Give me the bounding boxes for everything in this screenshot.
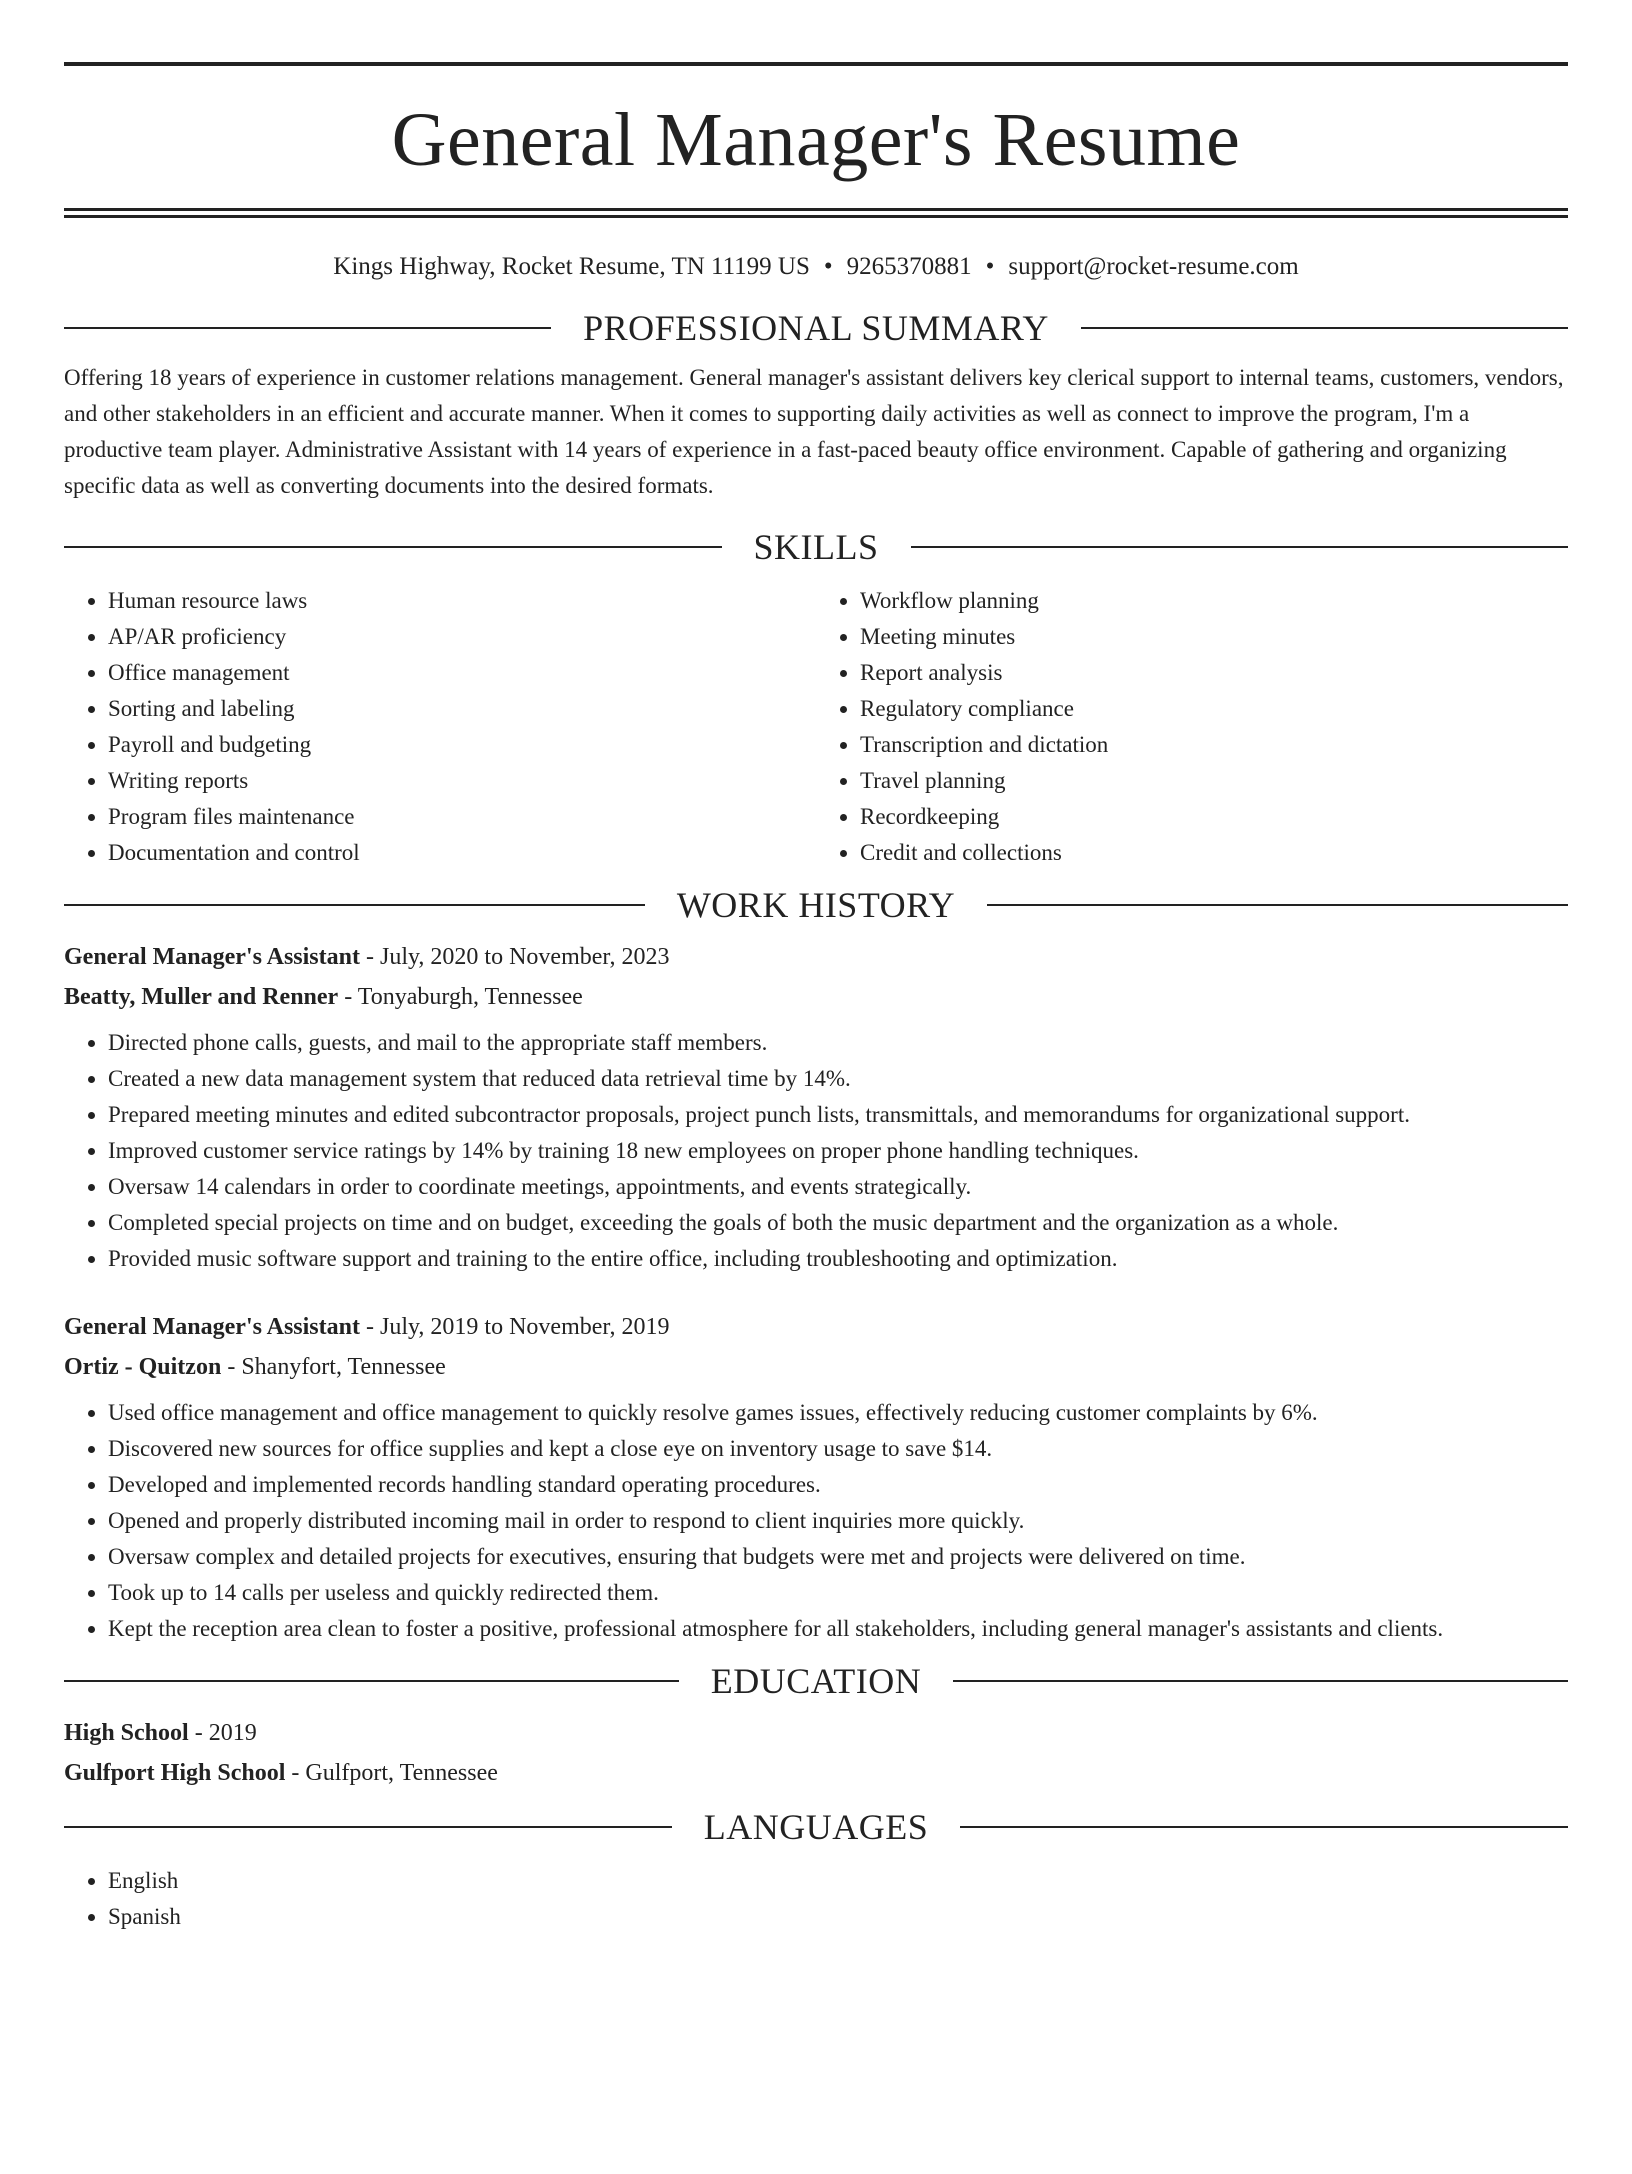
job-entry (64, 937, 1568, 1277)
job-dates: July, 2020 to November, 2023 (379, 944, 670, 970)
skill-item: • Workflow planning (860, 583, 1568, 619)
contact-phone: 9265370881 (846, 253, 972, 280)
skill-item: • Meeting minutes (860, 619, 1568, 655)
work-section-heading (64, 885, 1568, 925)
resume-page (0, 62, 1632, 2174)
heading-rule-left (64, 327, 551, 329)
job-bullet: • Discovered new sources for office supplies and kept a close eye on inventory usage to save $14. (108, 1431, 1568, 1467)
languages-list (64, 1863, 1568, 1935)
skill-item: • Sorting and labeling (108, 691, 816, 727)
skills-list (64, 583, 1568, 871)
skill-item: • Human resource laws (108, 583, 816, 619)
skills-heading-label: SKILLS (753, 527, 879, 567)
summary-heading-label: PROFESSIONAL SUMMARY (583, 308, 1049, 348)
contact-email: support@rocket-resume.com (1008, 253, 1299, 280)
job-bullet: • Directed phone calls, guests, and mail to the appropriate staff members. (108, 1025, 1568, 1061)
graduation-year: 2019 (208, 1720, 257, 1746)
work-heading-label: WORK HISTORY (676, 885, 956, 925)
skills-column-left (64, 583, 816, 871)
job-entry (64, 1307, 1568, 1647)
dash-separator: - (359, 944, 380, 970)
education-heading-label: EDUCATION (710, 1661, 922, 1701)
job-bullet: • Took up to 14 calls per useless and quickly redirected them. (108, 1575, 1568, 1611)
job-bullet: • Created a new data management system that reduced data retrieval time by 14%. (108, 1061, 1568, 1097)
summary-text: Offering 18 years of experience in customer relations management. General manager's assistant delivers key clerical support to internal teams, customers, vendors, and other stakeholders in an efficient and accurate manner. When it comes to supporting daily activities as well as connect to improve the program, I'm a productive team player. Administrative Assistant with 14 years of experience in a fast-paced beauty office environment. Capable of gathering and organizing specific data as well as converting documents into the desired formats. (64, 365, 1564, 498)
languages-section-heading (64, 1807, 1568, 1847)
heading-rule-left (64, 904, 645, 906)
skill-item: • Documentation and control (108, 835, 816, 871)
skills-section-heading (64, 527, 1568, 567)
degree-line (64, 1713, 1568, 1753)
job-dates: July, 2019 to November, 2019 (379, 1314, 670, 1340)
job-title-line (64, 937, 1568, 977)
title-double-divider (64, 208, 1568, 218)
heading-rule-right (1081, 327, 1568, 329)
language-item: • Spanish (108, 1899, 1568, 1935)
resume-title: General Manager's Resume (391, 98, 1241, 182)
skill-item: • Transcription and dictation (860, 727, 1568, 763)
job-bullet: • Kept the reception area clean to foster a positive, professional atmosphere for all stakeholders, including general manager's assistants and clients. (108, 1611, 1568, 1647)
summary-section-heading (64, 308, 1568, 348)
job-location: Tonyaburgh, Tennessee (357, 984, 583, 1010)
dash-separator: - (338, 984, 358, 1010)
job-company-line (64, 977, 1568, 1017)
education-entry (64, 1713, 1568, 1793)
dash-separator: - (188, 1720, 209, 1746)
dash-separator: - (359, 1314, 380, 1340)
school-line (64, 1753, 1568, 1793)
top-divider (64, 62, 1568, 66)
job-bullet: • Used office management and office management to quickly resolve games issues, effectively reducing customer complaints by 6%. (108, 1395, 1568, 1431)
job-bullet: • Prepared meeting minutes and edited subcontractor proposals, project punch lists, transmittals, and memorandums for organizational support. (108, 1097, 1568, 1133)
job-title: General Manager's Assistant (64, 944, 360, 970)
heading-rule-right (987, 904, 1568, 906)
contact-separator: • (985, 253, 995, 280)
job-bullets (64, 1395, 1568, 1647)
education-section-heading (64, 1661, 1568, 1701)
skill-item: • Report analysis (860, 655, 1568, 691)
job-bullet: • Improved customer service ratings by 14% by training 18 new employees on proper phone handling techniques. (108, 1133, 1568, 1169)
language-item: • English (108, 1863, 1568, 1899)
skill-item: • Payroll and budgeting (108, 727, 816, 763)
school-location: Gulfport, Tennessee (305, 1760, 498, 1786)
skills-column-right (816, 583, 1568, 871)
job-bullets (64, 1025, 1568, 1277)
skill-item: • Regulatory compliance (860, 691, 1568, 727)
job-location: Shanyfort, Tennessee (241, 1354, 446, 1380)
job-company-line (64, 1347, 1568, 1387)
heading-rule-right (911, 546, 1569, 548)
skill-item: • Office management (108, 655, 816, 691)
job-title-line (64, 1307, 1568, 1347)
job-title: General Manager's Assistant (64, 1314, 360, 1340)
heading-rule-left (64, 1680, 679, 1682)
job-bullet: • Provided music software support and training to the entire office, including troubleshooting and optimization. (108, 1241, 1568, 1277)
job-bullet: • Oversaw 14 calendars in order to coordinate meetings, appointments, and events strategically. (108, 1169, 1568, 1205)
heading-rule-right (960, 1826, 1568, 1828)
dash-separator: - (285, 1760, 306, 1786)
job-bullet: • Oversaw complex and detailed projects for executives, ensuring that budgets were met and projects were delivered on time. (108, 1539, 1568, 1575)
skill-item: • AP/AR proficiency (108, 619, 816, 655)
job-company: Ortiz - Quitzon (64, 1354, 222, 1380)
contact-line (64, 252, 1568, 282)
skill-item: • Credit and collections (860, 835, 1568, 871)
languages-heading-label: LANGUAGES (703, 1807, 929, 1847)
job-bullet: • Completed special projects on time and on budget, exceeding the goals of both the music department and the organization as a whole. (108, 1205, 1568, 1241)
skill-item: • Recordkeeping (860, 799, 1568, 835)
job-bullet: • Opened and properly distributed incoming mail in order to respond to client inquiries more quickly. (108, 1503, 1568, 1539)
heading-rule-right (953, 1680, 1568, 1682)
skill-item: • Writing reports (108, 763, 816, 799)
skill-item: • Travel planning (860, 763, 1568, 799)
contact-separator: • (823, 253, 833, 280)
degree: High School (64, 1720, 189, 1746)
skill-item: • Program files maintenance (108, 799, 816, 835)
job-bullet: • Developed and implemented records handling standard operating procedures. (108, 1467, 1568, 1503)
school-name: Gulfport High School (64, 1760, 286, 1786)
job-company: Beatty, Muller and Renner (64, 984, 339, 1010)
heading-rule-left (64, 1826, 672, 1828)
heading-rule-left (64, 546, 722, 548)
contact-address: Kings Highway, Rocket Resume, TN 11199 US (333, 253, 810, 280)
dash-separator: - (221, 1354, 242, 1380)
